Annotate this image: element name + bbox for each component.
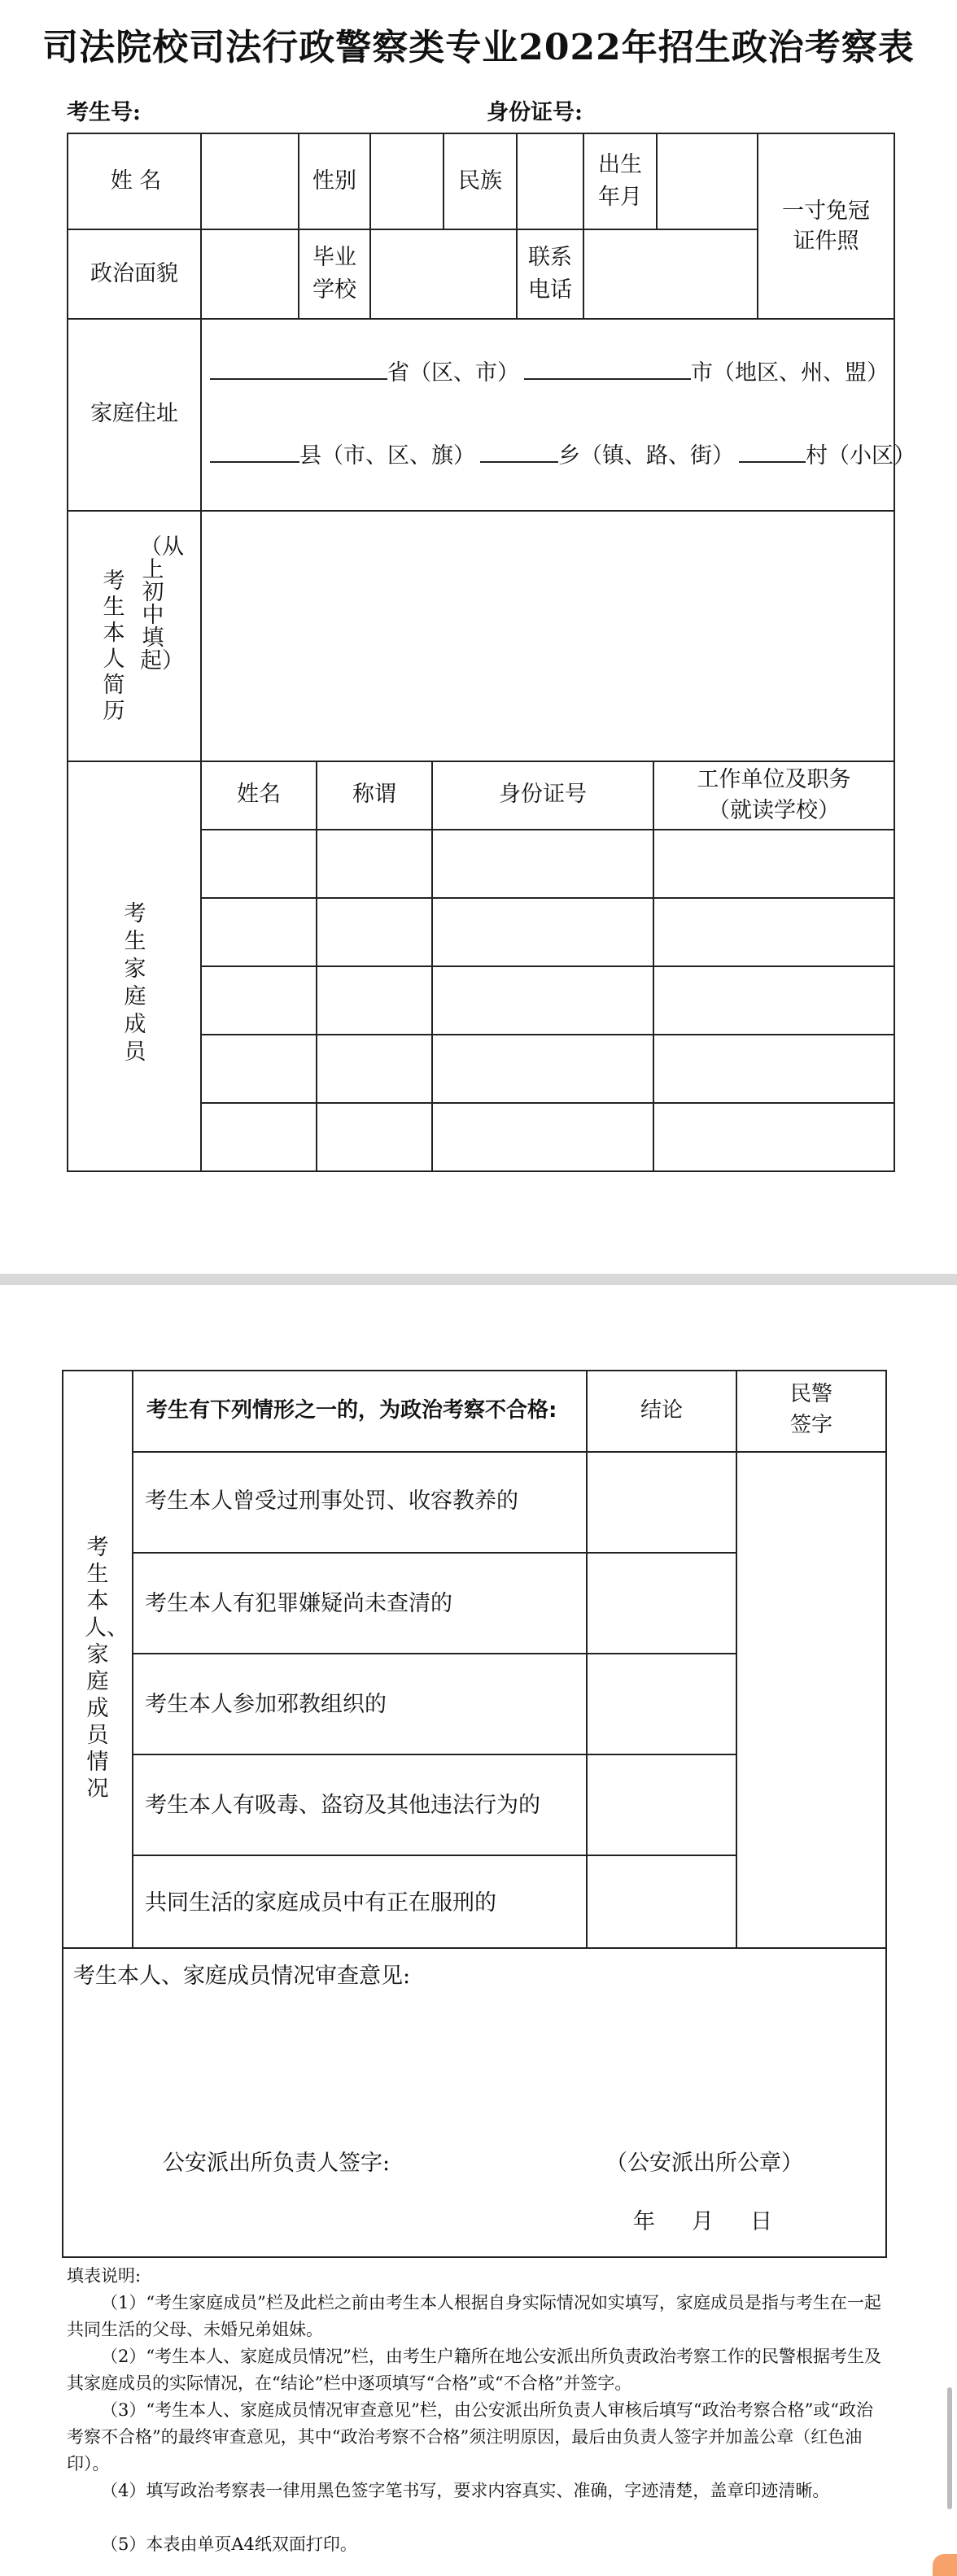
family-row-5-name[interactable] xyxy=(200,1102,317,1172)
review-opinion-cell[interactable] xyxy=(62,1947,887,2258)
school-label-line2: 学校 xyxy=(312,277,356,303)
phone-label-line1: 联系 xyxy=(528,245,572,270)
birth-input-cell[interactable] xyxy=(656,133,758,230)
political-label: 政治面貌 xyxy=(90,261,178,286)
note-item-2: （2）“考生本人、家庭成员情况”栏，由考生户籍所在地公安派出所负责政治考察工作的民警根据考生及其家庭成员的实际情况，在“结论”栏中逐项填写“合格”或“不合格”并签字。 xyxy=(67,2347,881,2393)
photo-cell[interactable] xyxy=(757,133,895,320)
family-row-3-work[interactable] xyxy=(653,965,895,1035)
criteria-row-4 xyxy=(132,1754,588,1856)
birth-label-line2: 年月 xyxy=(598,185,642,210)
note-item-1: （1）“考生家庭成员”栏及此栏之前由考生本人根据自身实际情况如实填写，家庭成员是指与考生在一起共同生活的父母、未婚兄弟姐妹。 xyxy=(67,2293,881,2339)
ethnic-input-cell[interactable] xyxy=(516,133,584,230)
police-header-line1: 民警 xyxy=(789,1382,832,1406)
criteria-header: 考生有下列情形之一的，为政治考察不合格: xyxy=(146,1398,557,1423)
province-suffix: 省（区、市） xyxy=(387,360,519,386)
note-item-5: （5）本表由单页A4纸双面打印。 xyxy=(101,2535,357,2554)
photo-label-line1: 一寸免冠 xyxy=(782,198,870,224)
ethnic-label: 民族 xyxy=(458,168,502,194)
gender-label-cell xyxy=(298,133,371,230)
family-row-1-work[interactable] xyxy=(653,829,895,899)
family-row-2-name[interactable] xyxy=(200,897,317,967)
conclusion-header: 结论 xyxy=(640,1398,683,1423)
review-side-label-cell xyxy=(62,1370,133,1949)
note-item-3: （3）“考生本人、家庭成员情况审查意见”栏，由公安派出所负责人审核后填写“政治考察合格”或“政治考察不合格”的最终审查意见，其中“政治考察不合格”须注明原因，最后由负责人签字并加盖公章（红色油印）。 xyxy=(67,2400,874,2474)
gender-label: 性别 xyxy=(312,168,356,194)
village-suffix: 村（小区） xyxy=(806,443,915,469)
phone-input-cell[interactable] xyxy=(583,229,758,320)
family-label-cell xyxy=(67,761,202,1172)
criteria-item-2: 考生本人有犯罪嫌疑尚未查清的 xyxy=(145,1591,452,1616)
family-row-5-work[interactable] xyxy=(653,1102,895,1172)
review-opinion-label: 考生本人、家庭成员情况审查意见: xyxy=(73,1964,411,1989)
family-header-work-line1: 工作单位及职务 xyxy=(697,767,851,792)
family-label: 考生家庭成员 xyxy=(124,901,146,1065)
police-header-line2: 签字 xyxy=(789,1413,832,1437)
conclusion-cell-2[interactable] xyxy=(586,1552,737,1654)
review-date-month: 月 xyxy=(692,2209,714,2234)
resume-label: 考生本人简历 xyxy=(103,569,125,724)
family-row-4-work[interactable] xyxy=(653,1034,895,1104)
criteria-item-3: 考生本人参加邪教组织的 xyxy=(145,1692,387,1717)
criteria-item-1: 考生本人曾受过刑事处罚、收容教养的 xyxy=(145,1489,518,1514)
city-suffix: 市（地区、州、盟） xyxy=(691,360,889,386)
criteria-row-5 xyxy=(132,1855,588,1949)
address-label: 家庭住址 xyxy=(90,401,178,426)
resume-note: （从上初中填起） xyxy=(140,534,184,673)
school-input-cell[interactable] xyxy=(369,229,518,320)
police-seal-label: （公安派出所公章） xyxy=(605,2151,803,2176)
family-header-title xyxy=(316,761,433,830)
family-header-name xyxy=(200,761,317,830)
family-header-title-text: 称谓 xyxy=(352,782,396,807)
ethnic-label-cell xyxy=(443,133,518,230)
city-blank[interactable] xyxy=(524,354,691,380)
notes-heading: 填表说明: xyxy=(67,2266,142,2286)
phone-label-line2: 电话 xyxy=(528,277,572,303)
phone-label-cell xyxy=(516,229,584,320)
family-header-work-line2: （就读学校） xyxy=(708,798,840,823)
county-suffix: 县（市、区、旗） xyxy=(299,443,475,469)
criteria-row-2 xyxy=(132,1552,588,1654)
gender-input-cell[interactable] xyxy=(369,133,444,230)
photo-label-line2: 证件照 xyxy=(793,229,859,254)
criteria-row-3 xyxy=(132,1653,588,1755)
family-row-3-name[interactable] xyxy=(200,965,317,1035)
town-blank[interactable] xyxy=(480,437,558,463)
family-row-1-name[interactable] xyxy=(200,829,317,899)
floating-button[interactable] xyxy=(933,2554,957,2576)
family-row-2-id[interactable] xyxy=(431,897,654,967)
conclusion-cell-5[interactable] xyxy=(586,1855,737,1949)
address-line-2 xyxy=(210,437,915,473)
conclusion-cell-1[interactable] xyxy=(586,1451,737,1554)
review-date-day: 日 xyxy=(750,2209,772,2234)
family-row-3-id[interactable] xyxy=(431,965,654,1035)
birth-label-cell xyxy=(583,133,658,230)
village-blank[interactable] xyxy=(739,437,806,463)
family-row-5-title[interactable] xyxy=(316,1102,433,1172)
family-row-1-id[interactable] xyxy=(431,829,654,899)
scrollbar-thumb[interactable] xyxy=(947,2387,952,2509)
family-row-5-id[interactable] xyxy=(431,1102,654,1172)
conclusion-cell-4[interactable] xyxy=(586,1754,737,1856)
address-label-cell xyxy=(67,318,202,512)
police-sign-header-cell xyxy=(736,1370,887,1453)
birth-label-line1: 出生 xyxy=(598,152,642,177)
family-header-name-text: 姓名 xyxy=(237,782,281,807)
review-side-label: 考生本人、家庭成员情况 xyxy=(85,1535,129,1802)
family-row-4-title[interactable] xyxy=(316,1034,433,1104)
police-sign-cell[interactable] xyxy=(736,1451,887,1949)
political-input-cell[interactable] xyxy=(200,229,299,320)
family-row-4-id[interactable] xyxy=(431,1034,654,1104)
criteria-item-4: 考生本人有吸毒、盗窃及其他违法行为的 xyxy=(145,1793,540,1818)
province-blank[interactable] xyxy=(210,354,387,380)
address-input-cell[interactable] xyxy=(200,318,915,512)
page-separator xyxy=(0,1274,957,1285)
name-label: 姓 名 xyxy=(110,168,162,194)
criteria-item-5: 共同生活的家庭成员中有正在服刑的 xyxy=(145,1890,496,1916)
family-row-1-title[interactable] xyxy=(316,829,433,899)
police-chief-signature-label: 公安派出所负责人签字: xyxy=(163,2151,391,2176)
resume-input-cell[interactable] xyxy=(200,510,895,762)
family-row-4-name[interactable] xyxy=(200,1034,317,1104)
conclusion-cell-3[interactable] xyxy=(586,1653,737,1755)
family-header-id xyxy=(431,761,654,830)
criteria-header-cell xyxy=(132,1370,588,1453)
resume-label-cell xyxy=(67,510,202,762)
id-number-label: 身份证号: xyxy=(487,100,583,125)
conclusion-header-cell xyxy=(586,1370,737,1453)
school-label-cell xyxy=(298,229,371,320)
name-input-cell[interactable] xyxy=(200,133,299,230)
family-row-2-work[interactable] xyxy=(653,897,895,967)
criteria-row-1 xyxy=(132,1451,588,1554)
family-row-2-title[interactable] xyxy=(316,897,433,967)
town-suffix: 乡（镇、路、街） xyxy=(558,443,734,469)
address-line-1 xyxy=(210,354,889,390)
note-item-4: （4）填写政治考察表一律用黑色签字笔书写，要求内容真实、准确，字迹清楚，盖章印迹清晰。 xyxy=(101,2481,830,2500)
family-row-3-title[interactable] xyxy=(316,965,433,1035)
family-header-id-text: 身份证号 xyxy=(499,782,587,807)
exam-number-label: 考生号: xyxy=(67,100,141,125)
school-label-line1: 毕业 xyxy=(312,245,356,270)
county-blank[interactable] xyxy=(210,437,299,463)
name-label-cell xyxy=(67,133,202,230)
political-label-cell xyxy=(67,229,202,320)
review-date-year: 年 xyxy=(633,2209,655,2234)
family-header-work xyxy=(653,761,895,830)
page-title: 司法院校司法行政警察类专业2022年招生政治考察表 xyxy=(42,27,915,68)
